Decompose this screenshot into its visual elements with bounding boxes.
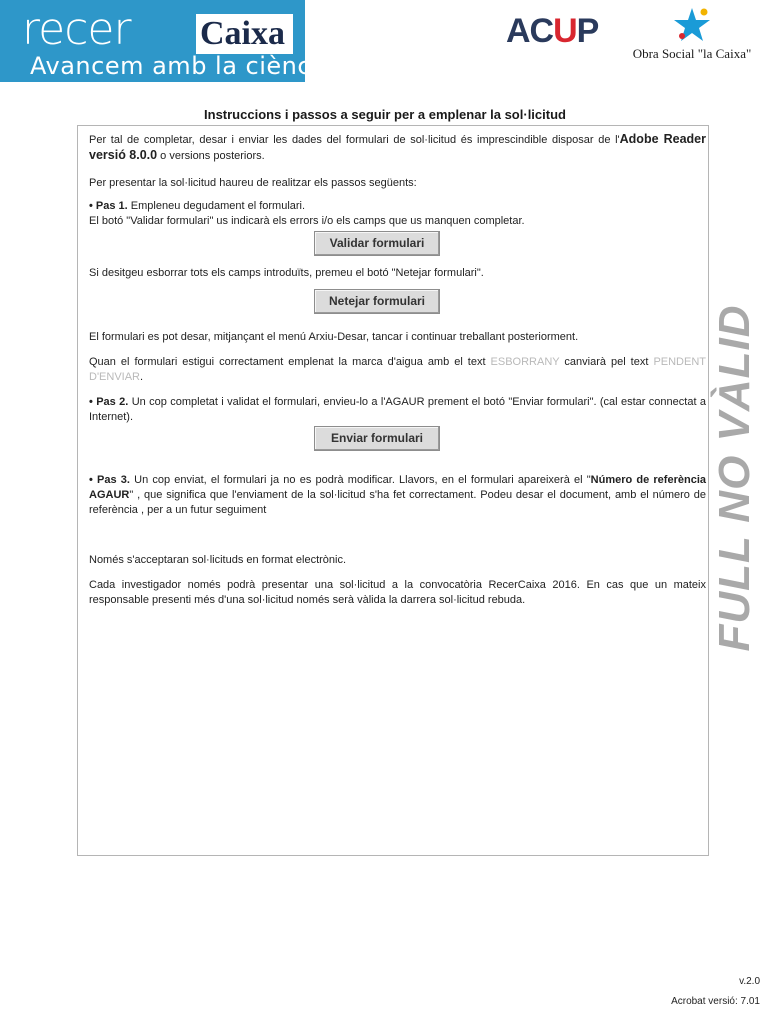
steps-intro: Per presentar la sol·licitud haureu de realitzar els passos següents:	[89, 177, 417, 189]
step1-paragraph	[89, 199, 706, 229]
watermark-text-start: Quan el formulari estigui correctament emplenat la marca d'aigua amb el text	[89, 356, 491, 368]
version-label: v.2.0	[739, 976, 760, 987]
step3-text-end: " , que significa que l'enviament de la sol·licitud s'ha fet correctament. Podeu desar el document, amb el número de referència , per a un futur seguiment	[89, 489, 706, 516]
watermark-text: FULL NO VÀLID	[710, 304, 759, 652]
save-paragraph: El formulari es pot desar, mitjançant el menú Arxiu-Desar, tancar i continuar treballant posteriorment.	[89, 331, 579, 343]
intro-paragraph	[89, 132, 706, 164]
recercaixa-logo	[0, 0, 360, 82]
acup-logo	[506, 12, 598, 51]
clear-button[interactable]: Netejar formulari	[314, 289, 440, 314]
clear-paragraph: Si desitgeu esborrar tots els camps introduïts, premeu el botó "Netejar formulari".	[89, 267, 484, 279]
acrobat-version-label: Acrobat versió: 7.01	[671, 996, 760, 1007]
logo-tagline: Avancem amb la ciència_	[30, 52, 346, 80]
pending-label: PENDENT D'ENVIAR	[89, 356, 706, 383]
page-title: Instruccions i passos a seguir per a emplenar la sol·licitud	[204, 107, 566, 122]
watermark-text-middle: canviarà pel text	[559, 356, 654, 368]
intro-text: Per tal de completar, desar i enviar les dades del formulari de sol·licitud és imprescindible disposar de l'	[89, 134, 620, 146]
intro-adobe-version: Adobe Reader versió 8.0.0	[89, 132, 706, 162]
step1-label: • Pas 1.	[89, 200, 128, 212]
acup-prefix: AC	[506, 12, 554, 50]
intro-text-end: o versions posteriors.	[157, 150, 265, 162]
electronic-paragraph: Només s'acceptaran sol·licituds en format electrònic.	[89, 554, 347, 566]
step2-text: Un cop completat i validat el formulari, envieu-lo a l'AGAUR prement el botó "Enviar formulari". (cal estar connectat a Internet).	[89, 396, 706, 423]
step3-reference: Número de referència AGAUR	[89, 474, 706, 501]
draft-label: ESBORRANY	[490, 356, 560, 368]
obra-social-text: Obra Social "la Caixa"	[632, 46, 752, 61]
logo-caixa-text: Caixa	[196, 14, 293, 54]
header	[0, 0, 770, 82]
step3-paragraph	[89, 473, 706, 518]
step3-label: • Pas 3.	[89, 474, 130, 486]
acup-u: U	[553, 12, 577, 50]
watermark-paragraph	[89, 355, 706, 385]
acup-suffix: P	[576, 12, 599, 50]
validate-button[interactable]: Validar formulari	[314, 231, 440, 256]
obra-social-logo	[626, 6, 758, 66]
logo-recer-text: recer	[22, 4, 131, 55]
watermark-text-end: .	[140, 371, 144, 383]
step1-line2: El botó "Validar formulari" us indicarà els errors i/o els camps que us manquen completar.	[89, 215, 525, 227]
send-button[interactable]: Enviar formulari	[314, 426, 440, 451]
step2-label: • Pas 2.	[89, 396, 129, 408]
step3-text: Un cop enviat, el formulari ja no es podrà modificar. Llavors, en el formulari apareixerà el "	[129, 474, 591, 486]
step1-text: Empleneu degudament el formulari.	[127, 200, 306, 212]
researcher-paragraph: Cada investigador només podrà presentar una sol·licitud a la convocatòria RecerCaixa 2016. En cas que un mateix responsable presenti més d'una sol·licitud només serà vàlida la darrera sol·licitud rebuda.	[89, 579, 706, 606]
step2-paragraph	[89, 395, 706, 425]
star-icon	[670, 6, 714, 44]
